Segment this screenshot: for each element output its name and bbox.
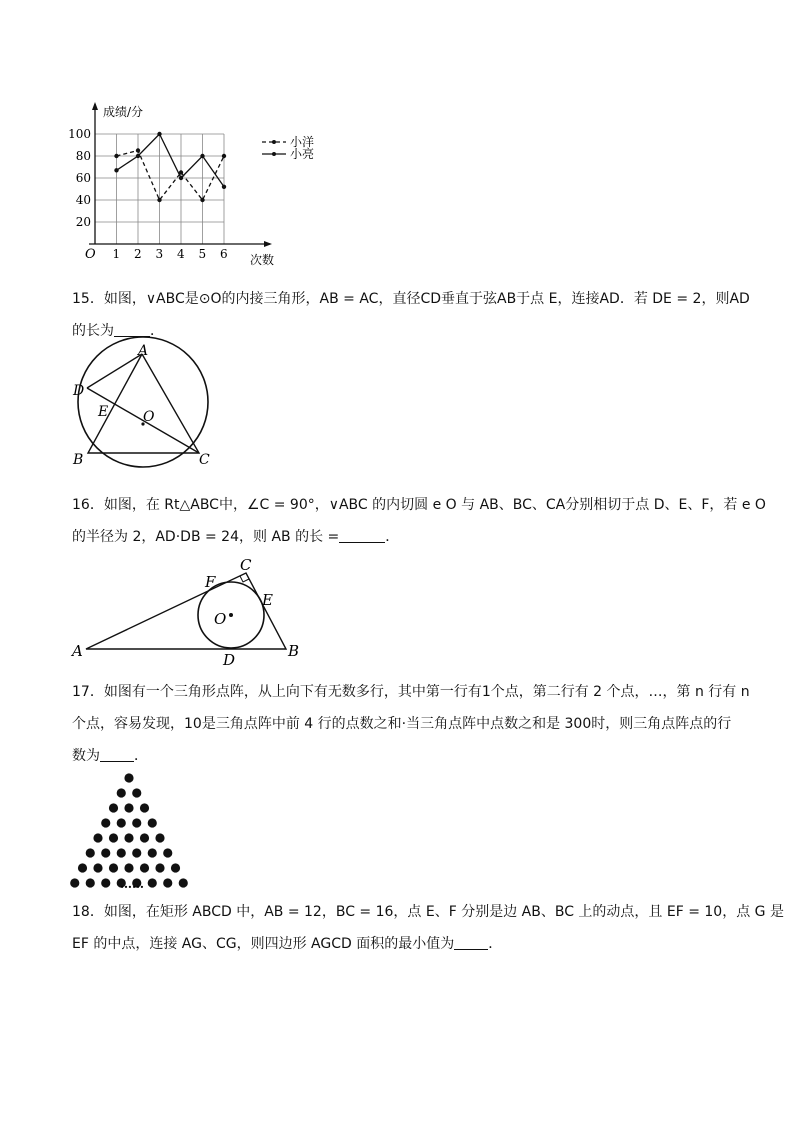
label-o: O [214,610,227,628]
y-axis-arrow [92,102,98,110]
center-point-o [229,613,233,617]
label-c: C [240,556,252,574]
dot [140,803,149,812]
label-e: E [262,591,273,609]
y-tick-label: 80 [75,149,91,163]
dot [93,863,102,872]
x-tick-label: 1 [112,247,121,261]
question-18-prefix: EF 的中点，连接 AG、CG，则四边形 AGCD 面积的最小值为 [72,936,455,952]
score-line-chart [68,98,364,270]
label-a: A [72,642,83,660]
dot [93,833,102,842]
question-16-line-2 [72,521,724,553]
y-axis-label: 成绩/分 [103,105,144,119]
dot [101,818,110,827]
question-17-line-1: 17．如图有一个三角形点阵，从上向下有无数多行，其中第一行有1个点，第二行有 2 个点，…，第 n 行有 n [72,684,750,700]
x-axis-arrow [264,241,272,247]
dot [117,818,126,827]
dot [124,863,133,872]
dot [163,878,172,887]
question-16-prefix: 的半径为 2，AD·DB = 24，则 AB 的长 = [72,529,340,545]
dot [78,863,87,872]
dot [86,878,95,887]
answer-blank-15[interactable] [114,322,150,337]
dot [155,863,164,872]
dot [124,833,133,842]
dot-triangle-figure [68,770,198,894]
dot [163,848,172,857]
x-tick-label: 3 [155,247,164,261]
data-point [136,154,140,158]
data-point [114,154,118,158]
label-b: B [288,642,300,660]
incircle-figure-16 [70,556,306,668]
data-point [157,132,161,136]
dot [109,833,118,842]
data-point [200,198,204,202]
question-16 [72,489,766,553]
chart-series [114,132,226,202]
question-15-prefix: 的长为 [72,323,114,339]
dot [70,878,79,887]
question-15-line-1: 15．如图，∨ABC是⊙O的内接三角形，AB = AC，直径CD垂直于弦AB于点 E，连接AD．若 DE = 2，则AD [72,291,750,307]
dot [140,863,149,872]
label-o: O [143,409,155,425]
label-f: F [205,573,216,591]
x-axis-label: 次数 [250,253,275,267]
y-tick-label: 40 [75,193,91,207]
dot [132,818,141,827]
dot [148,878,157,887]
chart-grid [95,134,224,244]
dot [109,863,118,872]
question-17-line-3 [72,740,724,772]
data-point [222,154,226,158]
legend-label: 小洋 [290,135,315,149]
series-line-1 [117,151,225,201]
dot [124,803,133,812]
dot [117,848,126,857]
series-line-2 [117,134,225,187]
origin-label: O [85,247,96,262]
label-e: E [98,404,109,420]
segment-ad [87,354,142,388]
dot [132,848,141,857]
x-tick-label: 5 [198,247,207,261]
answer-blank-17[interactable] [100,747,134,762]
question-18 [72,896,784,960]
legend-marker [272,140,276,144]
dot [132,788,141,797]
question-18-line-2 [72,928,724,960]
dot [124,773,133,782]
x-tick-label: 4 [177,247,185,261]
circle-figure-15 [66,342,216,466]
y-tick-label: 100 [68,127,91,141]
dot [148,818,157,827]
data-point [200,154,204,158]
dot [155,833,164,842]
x-tick-label: 6 [220,247,228,261]
question-18-suffix: ． [488,936,503,952]
label-d: D [223,651,236,669]
y-tick-label: 20 [75,215,91,229]
label-d: D [73,383,85,399]
question-17 [72,676,750,772]
dot [101,878,110,887]
dot [117,788,126,797]
dot [140,833,149,842]
question-15-suffix: ． [150,323,164,339]
dot-rows [70,773,188,887]
chart-legend [262,135,314,161]
answer-blank-18[interactable] [454,935,488,950]
question-17-line-2: 个点，容易发现，10是三角点阵中前 4 行的点数之和·当三角点阵中点数之和是 300时，则三角点阵点的行 [72,716,732,732]
question-17-prefix: 数为 [72,748,100,764]
dot [171,863,180,872]
question-16-line-1: 16．如图，在 Rt△ABC中，∠C = 90°，∨ABC 的内切圆 e O 与 AB、BC、CA分别相切于点 D、E、F，若 e O [72,497,766,513]
question-16-suffix: ． [385,529,400,545]
question-15 [72,283,750,347]
dot [109,803,118,812]
data-point [157,198,161,202]
y-tick-label: 60 [75,171,91,185]
legend-label: 小亮 [290,147,315,161]
label-a: A [138,343,149,359]
legend-marker [272,152,276,156]
label-c: C [199,452,210,468]
question-18-line-1: 18．如图，在矩形 ABCD 中，AB = 12，BC = 16，点 E、F 分别是边 AB、BC 上的动点，且 EF = 10，点 G 是 [72,904,784,920]
x-tick-label: 2 [134,247,142,261]
data-point [179,176,183,180]
dot [179,878,188,887]
ellipsis-text: …… [120,877,144,891]
data-point [222,185,226,189]
data-point [114,168,118,172]
data-point [136,148,140,152]
dot [86,848,95,857]
question-17-suffix: ． [134,748,148,764]
dot [101,848,110,857]
label-b: B [73,452,84,468]
answer-blank-16[interactable] [339,528,385,543]
dot [148,848,157,857]
